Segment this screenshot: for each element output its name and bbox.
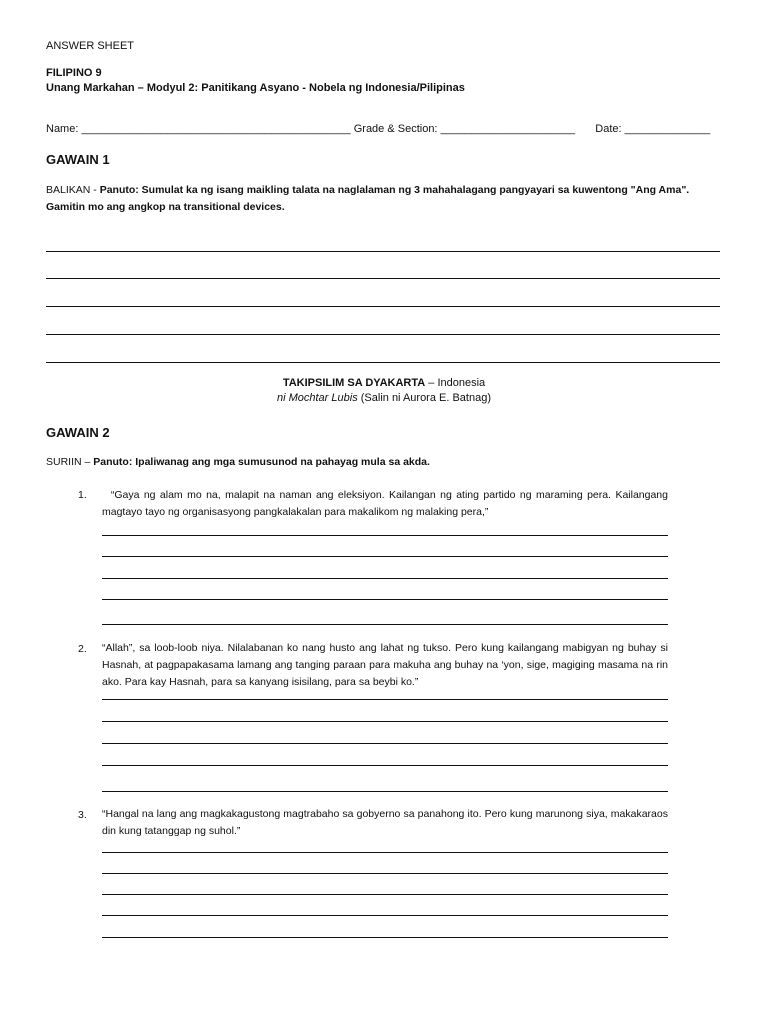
answer-line[interactable] [46, 278, 720, 279]
answer-line[interactable] [102, 873, 668, 874]
item-number: 1. [78, 489, 87, 501]
answer-line[interactable] [102, 599, 668, 600]
story-author: ni Mochtar Lubis [276, 392, 358, 404]
gawain2-title: GAWAIN 2 [46, 425, 110, 440]
name-field[interactable]: ____________________________________________ [81, 123, 351, 135]
answer-line[interactable] [102, 894, 668, 895]
gawain1-prefix: BALIKAN - [46, 184, 100, 196]
story-author-line [0, 392, 768, 404]
item-number: 3. [78, 809, 87, 821]
item-quote: “Allah”, sa loob-loob niya. Nilalabanan ko nang husto ang lahat ng tukso. Pero kung kailangang mabigyan ng buhay si Hasnah, at pagpapakasama lamang ang tanging paraan para makuha ang buhay na ‘yon, sige, magiging masama na rin ako. Para kay Hasnah, para sa kanyang isisilang, para sa beybi ko.” [102, 642, 668, 688]
story-translator: (Salin ni Aurora E. Batnag) [357, 392, 491, 404]
item-number: 2. [78, 643, 87, 655]
grade-section-field[interactable]: ______________________ [440, 123, 576, 135]
story-title-line [0, 377, 768, 389]
grade-section-label: Grade & Section: [353, 123, 438, 135]
answer-sheet-label: ANSWER SHEET [46, 40, 135, 52]
name-label: Name: [46, 123, 79, 135]
gawain1-instructions [46, 182, 722, 216]
gawain2-instructions [46, 456, 430, 468]
module-title: Unang Markahan – Modyul 2: Panitikang Asyano - Nobela ng Indonesia/Pilipinas [46, 82, 465, 94]
story-country: – Indonesia [425, 377, 486, 389]
answer-line[interactable] [102, 852, 668, 853]
answer-line[interactable] [102, 937, 668, 938]
answer-line[interactable] [102, 535, 668, 536]
answer-line[interactable] [46, 251, 720, 252]
date-label: Date: [595, 123, 622, 135]
gawain1-panuto: Panuto: Sumulat ka ng isang maikling talata na naglalaman ng 3 mahahalagang pangyayari sa kuwentong "Ang Ama". Gamitin mo ang angkop na transitional devices. [46, 184, 690, 213]
answer-line[interactable] [102, 791, 668, 792]
answer-line[interactable] [102, 578, 668, 579]
item-quote: “Gaya ng alam mo na, malapit na naman ang eleksiyon. Kailangan ng ating partido ng maraming pera. Kailangang magtayo tayo ng organisasyong pangkalakalan para makalikom ng malaking pera,” [102, 489, 668, 518]
answer-line[interactable] [102, 624, 668, 625]
answer-line[interactable] [102, 743, 668, 744]
answer-line[interactable] [46, 306, 720, 307]
answer-line[interactable] [46, 362, 720, 363]
student-info-line [46, 123, 710, 135]
story-title: TAKIPSILIM SA DYAKARTA [282, 377, 426, 389]
answer-line[interactable] [102, 556, 668, 557]
answer-line[interactable] [102, 765, 668, 766]
gawain1-title: GAWAIN 1 [46, 152, 110, 167]
answer-line[interactable] [102, 699, 668, 700]
answer-line[interactable] [102, 915, 668, 916]
gawain2-panuto: Panuto: Ipaliwanag ang mga sumusunod na pahayag mula sa akda. [93, 456, 430, 468]
date-field[interactable]: ______________ [624, 123, 711, 135]
answer-line[interactable] [46, 334, 720, 335]
subject-title: FILIPINO 9 [46, 67, 102, 79]
answer-line[interactable] [102, 721, 668, 722]
gawain2-prefix: SURIIN – [46, 456, 94, 468]
item-quote: “Hangal na lang ang magkakagustong magtrabaho sa gobyerno sa panahong ito. Pero kung marunong siya, makakaraos din kung tatanggap ng suhol.” [102, 808, 668, 837]
